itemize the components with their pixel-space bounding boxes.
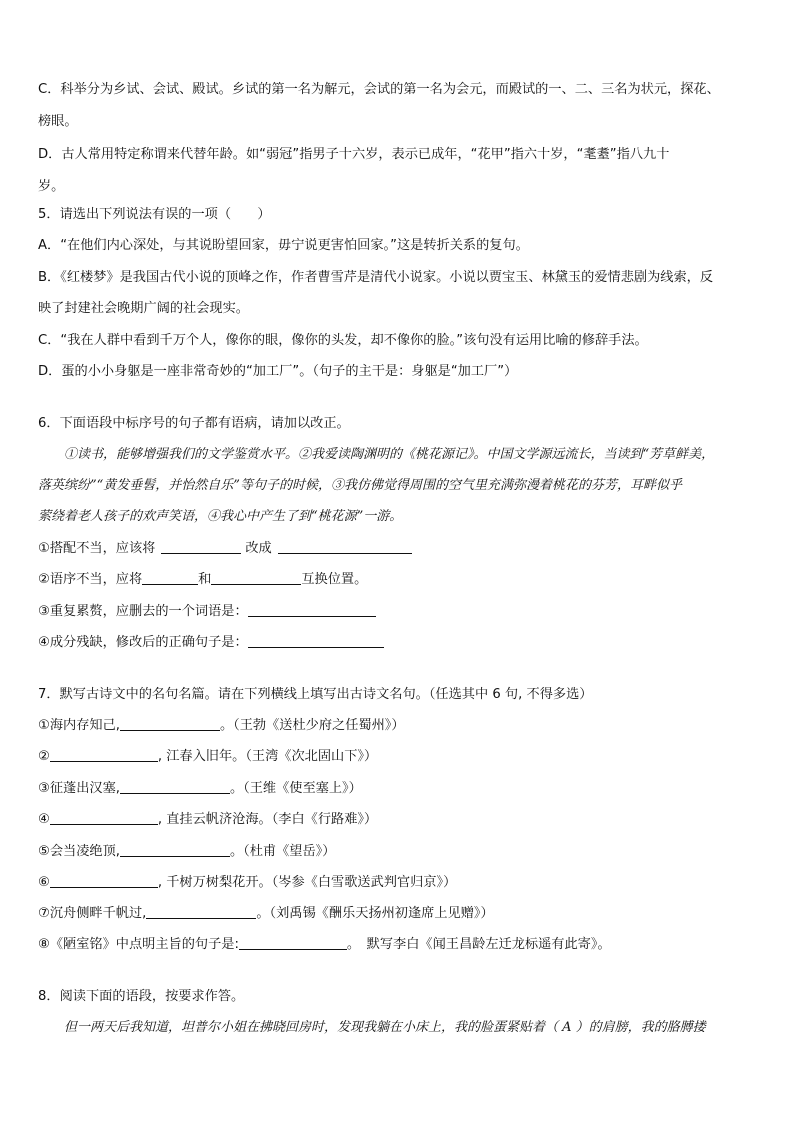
q6-item2-label-a: ②语序不当，应将 bbox=[38, 572, 143, 587]
q7-stem: 7．默写古诗文中的名句名篇。请在下列横线上填写出古诗文名句。（任选其中 6 句, 不得多选） bbox=[38, 687, 593, 702]
q7-line3 bbox=[38, 779, 362, 799]
q7-line8-prompt: ⑧《陋室铭》中点明主旨的句子是: bbox=[38, 937, 239, 952]
q6-item1-blank-2[interactable] bbox=[278, 539, 412, 554]
q7-line7-prompt: ⑦沉舟侧畔千帆过, bbox=[38, 906, 147, 921]
q7-line3-source: 。（王维《使至塞上》） bbox=[229, 781, 362, 796]
q4-option-c-line1: C．科举分为乡试、会试、殿试。乡试的第一名为解元，会试的第一名为会元，而殿试的一、二、三名为状元，探花、 bbox=[38, 82, 720, 97]
q4-option-c-line2: 榜眼。 bbox=[38, 114, 78, 129]
q6-item4-blank[interactable] bbox=[248, 633, 384, 648]
q6-item2-label-c: 互换位置。 bbox=[301, 572, 368, 587]
q4-option-d-line2: 岁。 bbox=[38, 179, 65, 194]
q7-line1 bbox=[38, 716, 405, 736]
q7-line7 bbox=[38, 904, 494, 924]
q6-paragraph-line3: 萦绕着老人孩子的欢声笑语，④我心中产生了到“桃花源”一游。 bbox=[38, 509, 403, 524]
q7-line2-source: , 江春入旧年。（王湾《次北固山下》） bbox=[157, 749, 378, 764]
q6-item1-label-b: 改成 bbox=[245, 541, 272, 556]
q7-line2 bbox=[38, 747, 377, 767]
q5-option-a: A．“在他们内心深处，与其说盼望回家，毋宁说更害怕回家。”这是转折关系的复句。 bbox=[38, 238, 529, 253]
q7-line5-blank[interactable] bbox=[120, 842, 230, 857]
q6-item2 bbox=[38, 570, 367, 590]
q7-line6-prompt: ⑥ bbox=[38, 875, 50, 890]
q7-line7-source: 。（刘禹锡《酬乐天扬州初逢席上见赠》） bbox=[256, 906, 494, 921]
q4-option-d-line1: D．古人常用特定称谓来代替年龄。如“弱冠”指男子十六岁，表示已成年，“花甲”指六十岁，“耄耋”指八九十 bbox=[38, 147, 670, 162]
q6-item2-blank-1[interactable] bbox=[142, 570, 198, 585]
q6-paragraph-line2: 落英缤纷”“黄发垂髫，并怡然自乐”等句子的时候，③我仿佛觉得周围的空气里充满弥漫着桃花的芬芳，耳畔似乎 bbox=[38, 478, 682, 493]
q7-line5-prompt: ⑤会当凌绝顶, bbox=[38, 844, 120, 859]
q8-stem: 8．阅读下面的语段，按要求作答。 bbox=[38, 989, 245, 1004]
q7-line1-blank[interactable] bbox=[120, 716, 220, 731]
q7-line3-prompt: ③征蓬出汉塞, bbox=[38, 781, 120, 796]
q6-stem: 6．下面语段中标序号的句子都有语病，请加以改正。 bbox=[38, 416, 350, 431]
q7-line6 bbox=[38, 873, 456, 893]
q7-line1-source: 。（王勃《送杜少府之任蜀州》） bbox=[219, 718, 405, 733]
q7-line2-blank[interactable] bbox=[50, 747, 158, 762]
q8-paragraph-line1: 但一两天后我知道，坦普尔小姐在拂晓回房时，发现我躺在小床上，我的脸蛋紧贴着（ A ）的肩膀，我的胳膊搂 bbox=[64, 1020, 706, 1035]
q5-stem: 5．请选出下列说法有误的一项（ ） bbox=[38, 207, 271, 222]
q7-line4-blank[interactable] bbox=[50, 810, 158, 825]
q6-item2-blank-2[interactable] bbox=[211, 570, 301, 585]
q7-line3-blank[interactable] bbox=[120, 779, 230, 794]
q7-line4 bbox=[38, 810, 377, 830]
q7-line8-source: 。 默写李白《闻王昌龄左迁龙标遥有此寄》。 bbox=[346, 937, 611, 952]
q6-item3-label: ③重复累赘，应删去的一个词语是： bbox=[38, 604, 248, 619]
q7-line6-source: , 千树万树梨花开。（岑参《白雪歌送武判官归京》） bbox=[157, 875, 457, 890]
q7-line5-source: 。（杜甫《望岳》） bbox=[229, 844, 336, 859]
q6-item3-blank[interactable] bbox=[248, 602, 376, 617]
q5-option-b-line1: B．《红楼梦》是我国古代小说的顶峰之作，作者曹雪芹是清代小说家。小说以贾宝玉、林黛玉的爱情悲剧为线索，反 bbox=[38, 270, 714, 285]
q6-item4-label: ④成分残缺，修改后的正确句子是： bbox=[38, 635, 248, 650]
q6-item4 bbox=[38, 633, 384, 653]
q7-line4-prompt: ④ bbox=[38, 812, 50, 827]
q7-line8-blank[interactable] bbox=[239, 935, 347, 950]
q6-item3 bbox=[38, 602, 376, 622]
q6-item1-label-a: ①搭配不当，应该将 bbox=[38, 541, 156, 556]
q6-item1-blank-1[interactable] bbox=[161, 539, 241, 554]
q7-line5 bbox=[38, 842, 335, 862]
q7-line8 bbox=[38, 935, 611, 955]
q7-line7-blank[interactable] bbox=[146, 904, 256, 919]
q7-line2-prompt: ② bbox=[38, 749, 50, 764]
q5-option-b-line2: 映了封建社会晚期广阔的社会现实。 bbox=[38, 301, 249, 316]
q5-option-c: C．“我在人群中看到千万个人，像你的眼，像你的头发，却不像你的脸。”该句没有运用比喻的修辞手法。 bbox=[38, 333, 648, 348]
q6-item2-label-b: 和 bbox=[198, 572, 212, 587]
q7-line1-prompt: ①海内存知己, bbox=[38, 718, 120, 733]
q6-item1 bbox=[38, 539, 412, 559]
q6-paragraph-line1: ①读书，能够增强我们的文学鉴赏水平。②我爱读陶渊明的《桃花源记》。中国文学源远流长，当读到“芳草鲜美， bbox=[64, 447, 715, 462]
q7-line6-blank[interactable] bbox=[50, 873, 158, 888]
q5-option-d: D．蛋的小小身躯是一座非常奇妙的“加工厂”。（句子的主干是：身躯是“加工厂”） bbox=[38, 364, 518, 379]
q7-line4-source: , 直挂云帆济沧海。（李白《行路难》） bbox=[157, 812, 378, 827]
